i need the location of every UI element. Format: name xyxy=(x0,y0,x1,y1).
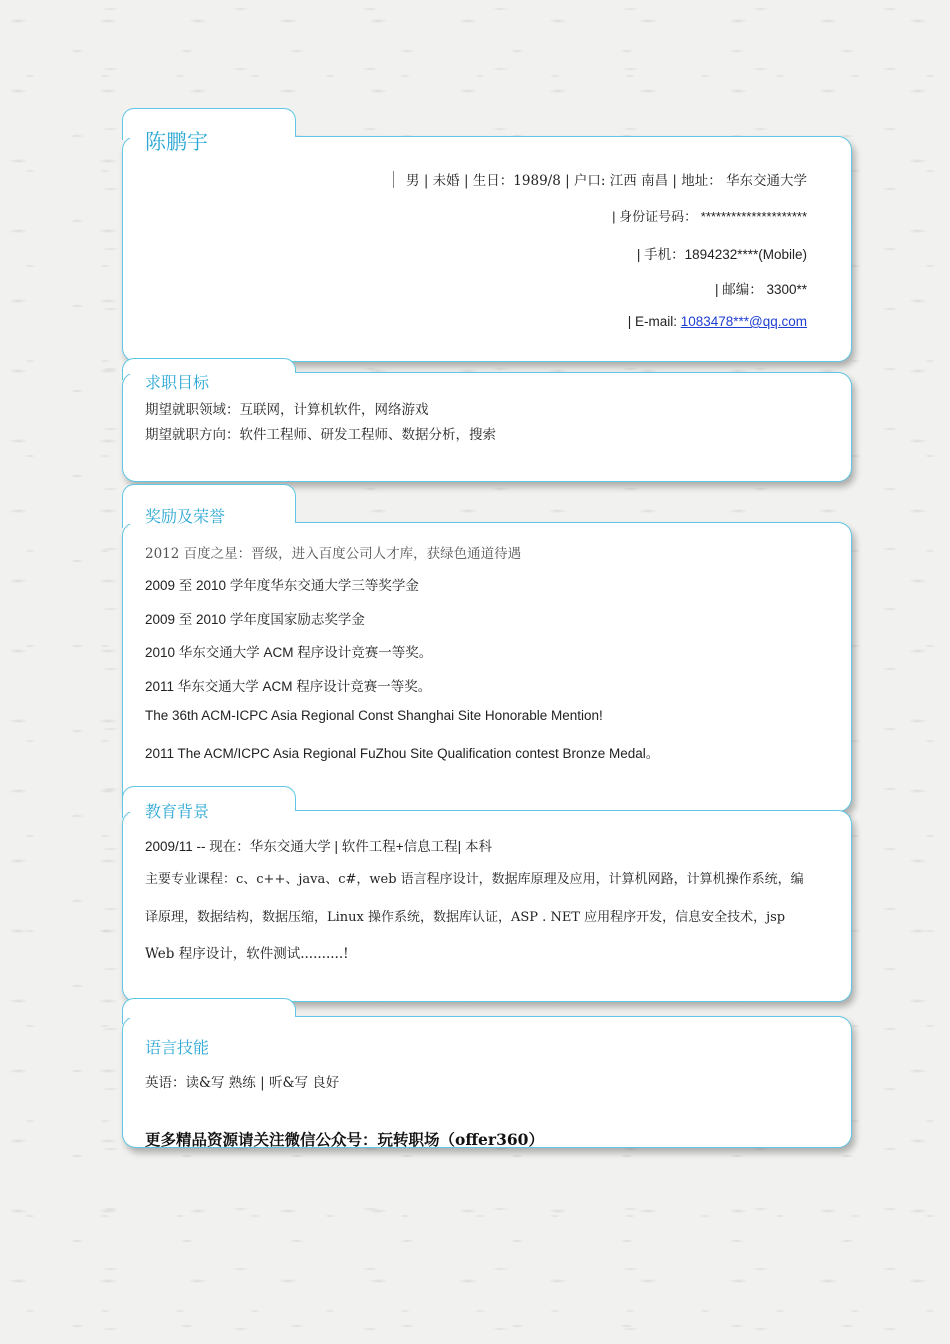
award-item: 2011 The ACM/ICPC Asia Regional FuZhou Site Qualification contest Bronze Medal。 xyxy=(145,746,660,761)
candidate-name: 陈鹏宇 xyxy=(145,130,208,154)
education-line: Web 程序设计，软件测试..........! xyxy=(145,946,349,962)
profile-id-number: | 身份证号码： ********************* xyxy=(612,209,807,224)
language-title: 语言技能 xyxy=(145,1038,210,1057)
education-line: 译原理，数据结构，数据压缩，Linux 操作系统，数据库认证，ASP . NET 应用程序开发，信息安全技术，jsp xyxy=(145,910,786,925)
award-item: 2009 至 2010 学年度华东交通大学三等奖学金 xyxy=(145,578,419,593)
awards-title: 奖励及荣誉 xyxy=(145,507,226,526)
award-item: 2010 华东交通大学 ACM 程序设计竞赛一等奖。 xyxy=(145,645,433,660)
award-item: 2012 百度之星：晋级，进入百度公司人才库，获绿色通道待遇 xyxy=(145,546,522,562)
objective-line: 期望就职方向：软件工程师、研发工程师、数据分析，搜索 xyxy=(145,427,496,443)
objective-line: 期望就职领域：互联网，计算机软件，网络游戏 xyxy=(145,402,429,418)
footer-promo: 更多精品资源请关注微信公众号：玩转职场（offer360） xyxy=(145,1130,544,1149)
awards-card xyxy=(122,522,852,812)
profile-phone: | 手机：1894232****(Mobile) xyxy=(636,247,807,262)
objective-title: 求职目标 xyxy=(145,373,210,392)
education-line: 主要专业课程：c、c++、java、c#，web 语言程序设计，数据库原理及应用，计算机网路，计算机操作系统，编 xyxy=(145,872,804,887)
award-item: 2011 华东交通大学 ACM 程序设计竞赛一等奖。 xyxy=(145,679,432,694)
language-line: 英语：读&写 熟练 | 听&写 良好 xyxy=(145,1075,340,1091)
profile-email: | E-mail: 1083478***@qq.com xyxy=(627,314,807,329)
profile-basic-info: 男 | 未婚 | 生日：1989/8 | 户口: 江西 南昌 | 地址： 华东交通大学 xyxy=(393,169,807,189)
award-item: 2009 至 2010 学年度国家励志奖学金 xyxy=(145,612,365,627)
education-title: 教育背景 xyxy=(145,802,210,821)
education-line: 2009/11 -- 现在：华东交通大学 | 软件工程+信息工程| 本科 xyxy=(145,839,492,854)
award-item: The 36th ACM-ICPC Asia Regional Const Shanghai Site Honorable Mention! xyxy=(145,708,603,723)
profile-zip: | 邮编： 3300** xyxy=(714,282,807,297)
divider-mark xyxy=(393,171,394,188)
email-link[interactable]: 1083478***@qq.com xyxy=(680,314,807,329)
